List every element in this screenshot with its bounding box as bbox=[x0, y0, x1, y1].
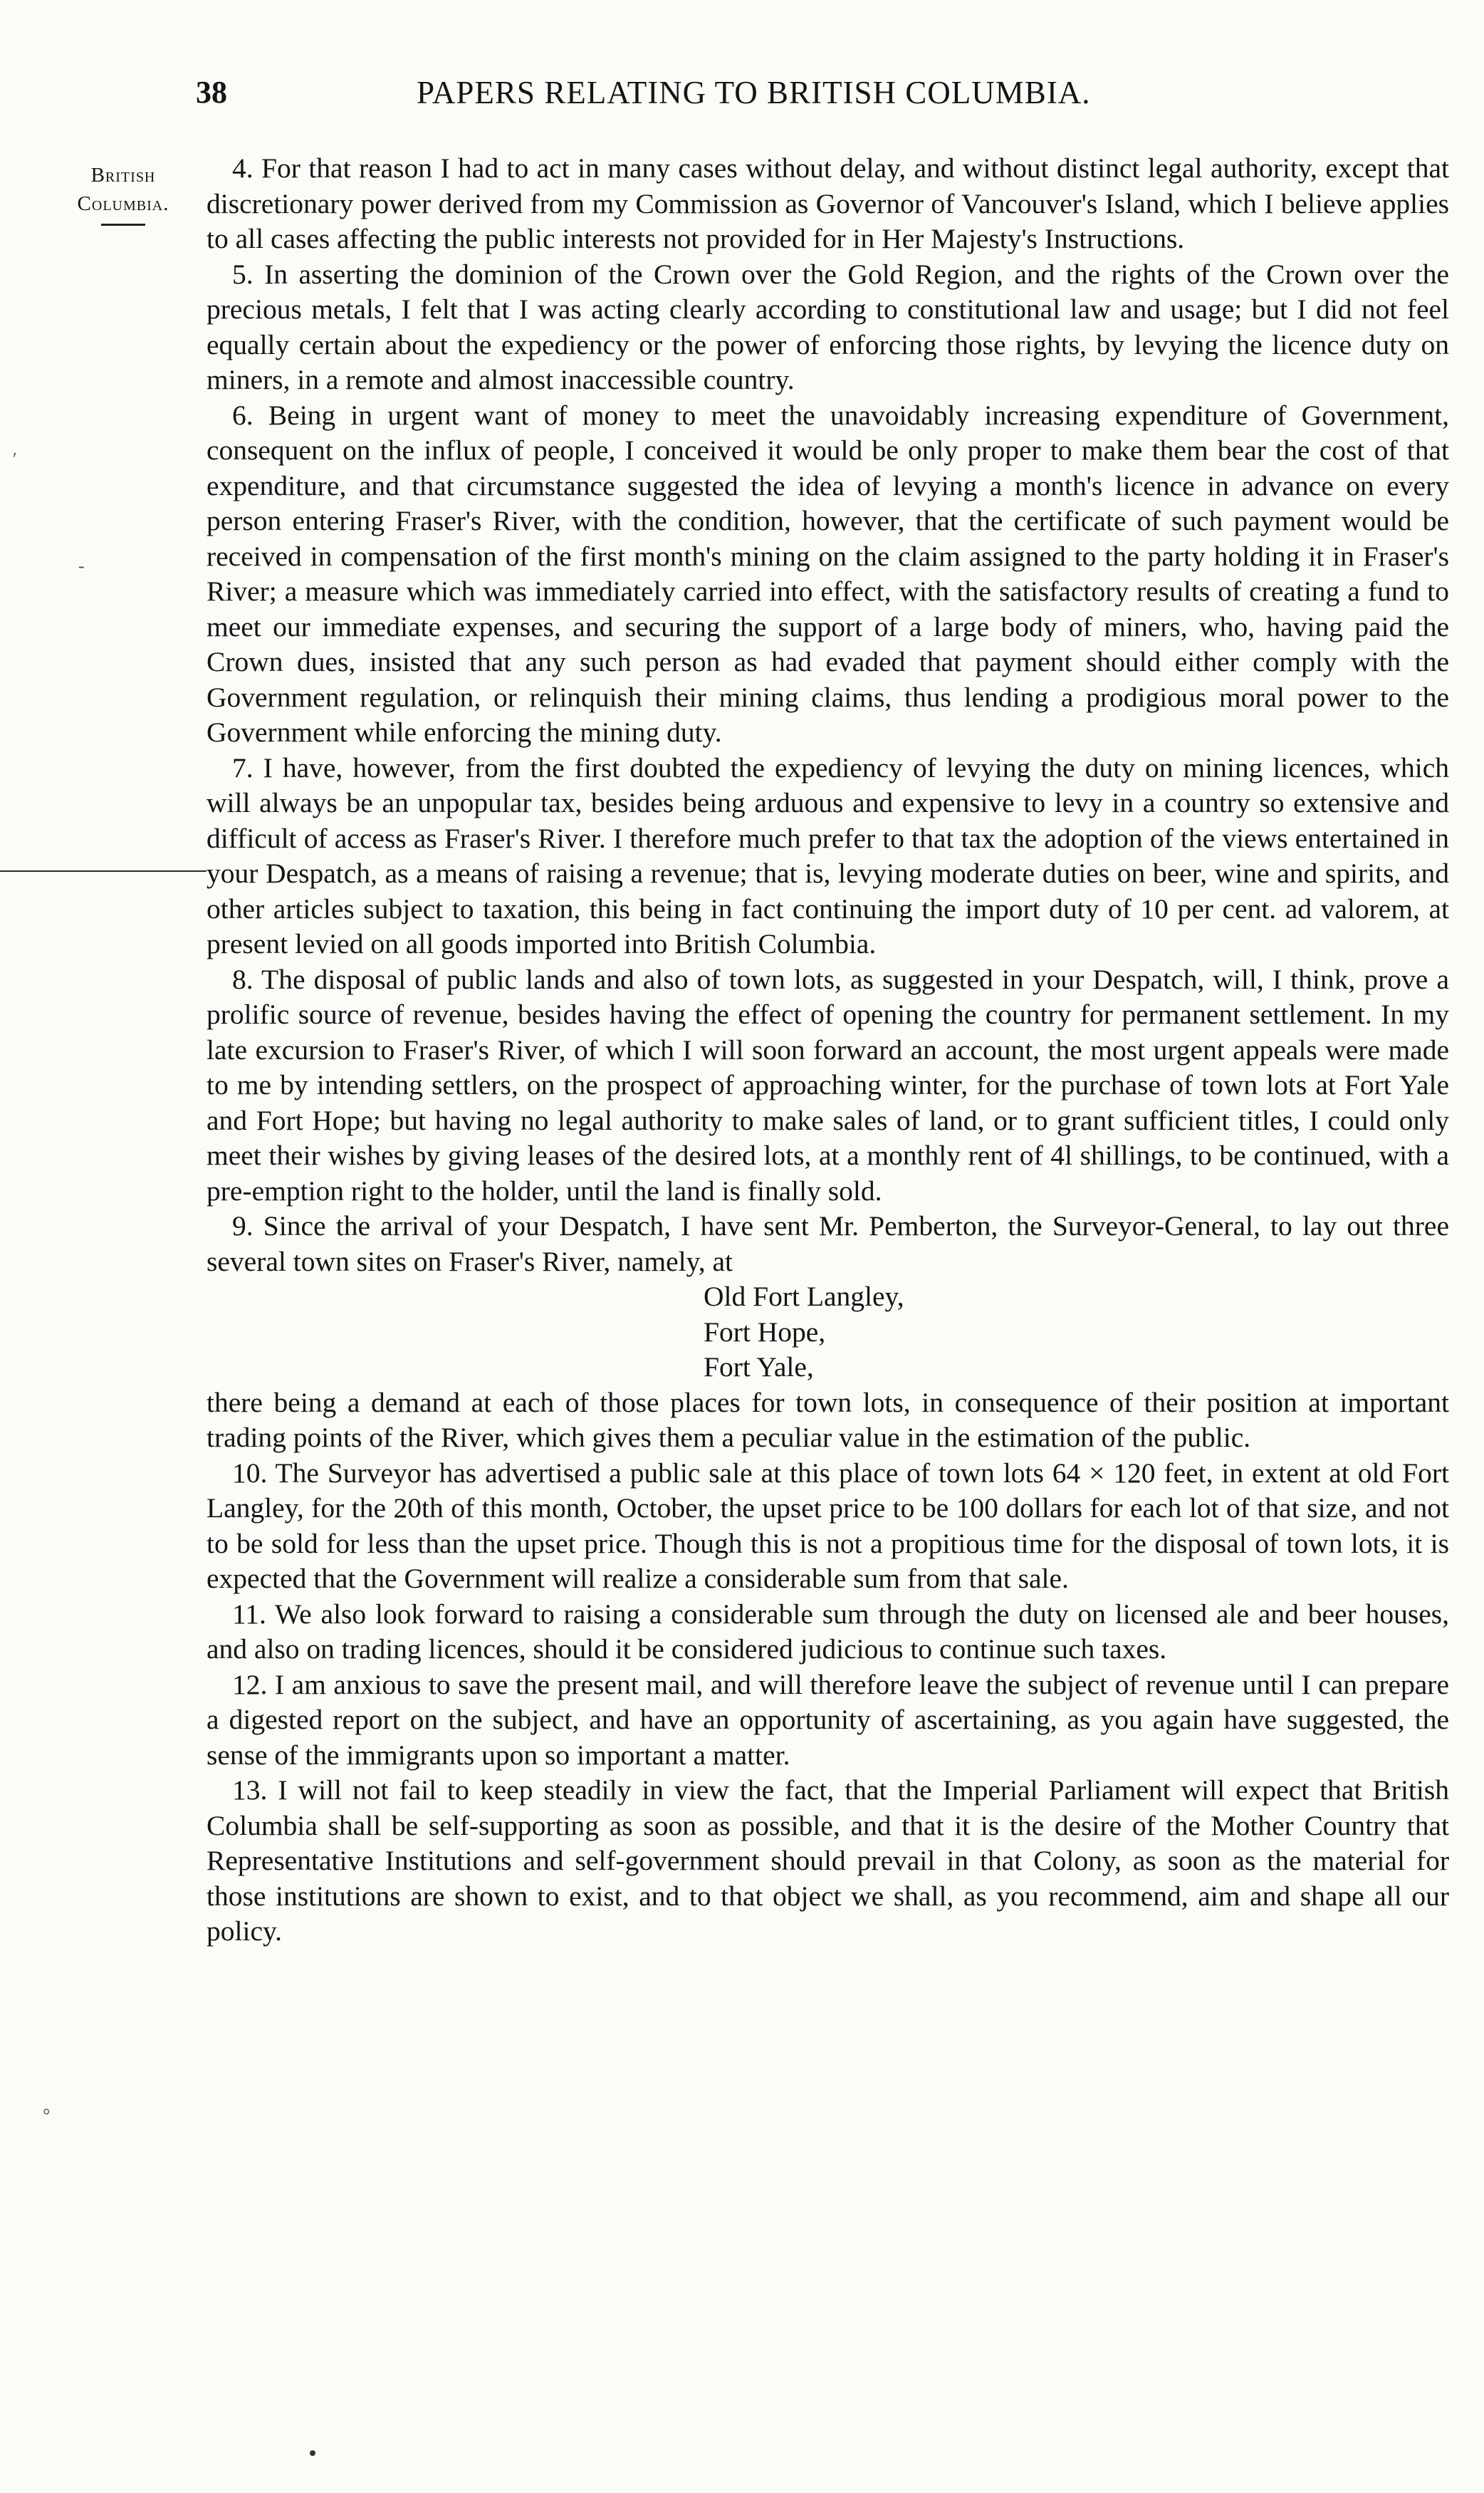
margin-sidenote bbox=[41, 161, 205, 226]
town-site-list bbox=[207, 1279, 1449, 1385]
paragraph-7: 7. I have, however, from the first doubted the expediency of levying the duty on mining licences, which will always be an unpopular tax, besides being arduous and expensive to levy in a country so extensive and difficult of access as Fraser's River. I therefore much prefer to that tax the adoption of the views entertained in your Despatch, as a means of raising a revenue; that is, levying moderate duties on beer, wine and spirits, and other articles subject to taxation, this being in fact continuing the import duty of 10 per cent. ad valorem, at present levied on all goods imported into British Columbia. bbox=[207, 751, 1449, 959]
paragraph-9-continuation: there being a demand at each of those places for town lots, in consequence of their position at important trading points of the River, which gives them a peculiar value in the estimation of the public. bbox=[207, 1386, 1449, 1453]
sidenote-line-1: British bbox=[90, 164, 156, 187]
page-speck bbox=[310, 2450, 315, 2456]
paragraph-11: 11. We also look forward to raising a considerable sum through the duty on licensed ale and beer houses, and also on trading licences, should it be considered judicious to continue such taxes. bbox=[207, 1598, 1449, 1665]
page-header bbox=[0, 74, 1484, 124]
paragraph-5: 5. In asserting the dominion of the Crown over the Gold Region, and the rights of the Crown over the precious metals, I felt that I was acting clearly according to constitutional law and usage; but I did not feel equally certain about the expediency or the power of enforcing those rights, by levying the licence duty on miners, in a remote and almost inaccessible country. bbox=[207, 258, 1449, 395]
paragraph-10: 10. The Surveyor has advertised a public sale at this place of town lots 64 × 120 feet, in extent at old Fort Langley, for the 20th of this month, October, the upset price to be 100 dollars for each lot of that size, and not to be sold for less than the upset price. Though this is not a propitious time for the disposal of town lots, it is expected that the Government will realize a considerable sum from that sale. bbox=[207, 1457, 1449, 1594]
running-title: PAPERS RELATING TO BRITISH COLUMBIA. bbox=[417, 75, 1091, 110]
margin-mark: ʹ bbox=[13, 449, 17, 469]
margin-rule bbox=[0, 870, 207, 872]
page-number: 38 bbox=[196, 75, 227, 110]
paragraph-12: 12. I am anxious to save the present mail, and will therefore leave the subject of revenue until I can prepare a digested report on the subject, and have an opportunity of ascertaining, as you again have suggested, the sense of the immigrants upon so important a matter. bbox=[207, 1668, 1449, 1771]
town-site-old-fort-langley: Old Fort Langley, bbox=[704, 1281, 904, 1312]
paragraph-9: 9. Since the arrival of your Despatch, I have sent Mr. Pemberton, the Surveyor-General, to lay out three several town sites on Fraser's River, namely, at bbox=[207, 1210, 1449, 1277]
paragraph-8: 8. The disposal of public lands and also of town lots, as suggested in your Despatch, will, I think, prove a prolific source of revenue, besides having the effect of opening the country for permanent settlement. In my late excursion to Fraser's River, of which I will soon forward an account, the most urgent appeals were made to me by intending settlers, on the prospect of approaching winter, for the purchase of town lots at Fort Yale and Fort Hope; but having no legal authority to make sales of land, or to grant sufficient titles, I could only meet their wishes by giving leases of the desired lots, at a monthly rent of 4l shillings, to be continued, with a pre-emption right to the holder, until the land is finally sold. bbox=[207, 963, 1449, 1207]
town-site-fort-hope: Fort Hope, bbox=[704, 1316, 826, 1348]
paragraph-13: 13. I will not fail to keep steadily in view the fact, that the Imperial Parliament will expect that British Columbia shall be self-supporting as soon as possible, and that it is the desire of the Mother Country that Representative Institutions and self-government should prevail in that Colony, as soon as the material for those institutions are shown to exist, and to that object we shall, as you recommend, aim and shape all our policy. bbox=[207, 1774, 1449, 1947]
margin-mark: ° bbox=[43, 2105, 51, 2125]
paragraph-4: 4. For that reason I had to act in many cases without delay, and without distinct legal authority, except that discretionary power derived from my Commission as Governor of Vancouver's Island, which I believe applies to all cases affecting the public interests not provided for in Her Majesty's Instructions. bbox=[207, 152, 1449, 254]
body-text bbox=[207, 151, 1449, 1950]
sidenote-rule bbox=[101, 224, 145, 226]
paragraph-6: 6. Being in urgent want of money to meet the unavoidably increasing expenditure of Government, consequent on the influx of people, I conceived it would be only proper to make them bear the cost of that expenditure, and that circumstance suggested the idea of levying a month's licence in advance on every person entering Fraser's River, with the condition, however, that the certificate of such payment would be received in compensation of the first month's mining on the claim assigned to the party holding it in Fraser's River; a measure which was immediately carried into effect, with the satisfactory results of creating a fund to meet our immediate expenses, and securing the support of a large body of miners, who, having paid the Crown dues, insisted that any such person as had evaded that payment should either comply with the Government regulation, or relinquish their mining claims, thus lending a prodigious moral power to the Government while enforcing the mining duty. bbox=[207, 399, 1449, 748]
town-site-fort-yale: Fort Yale, bbox=[704, 1351, 814, 1383]
sidenote-line-2: Columbia. bbox=[77, 192, 169, 215]
margin-mark: - bbox=[78, 556, 85, 576]
